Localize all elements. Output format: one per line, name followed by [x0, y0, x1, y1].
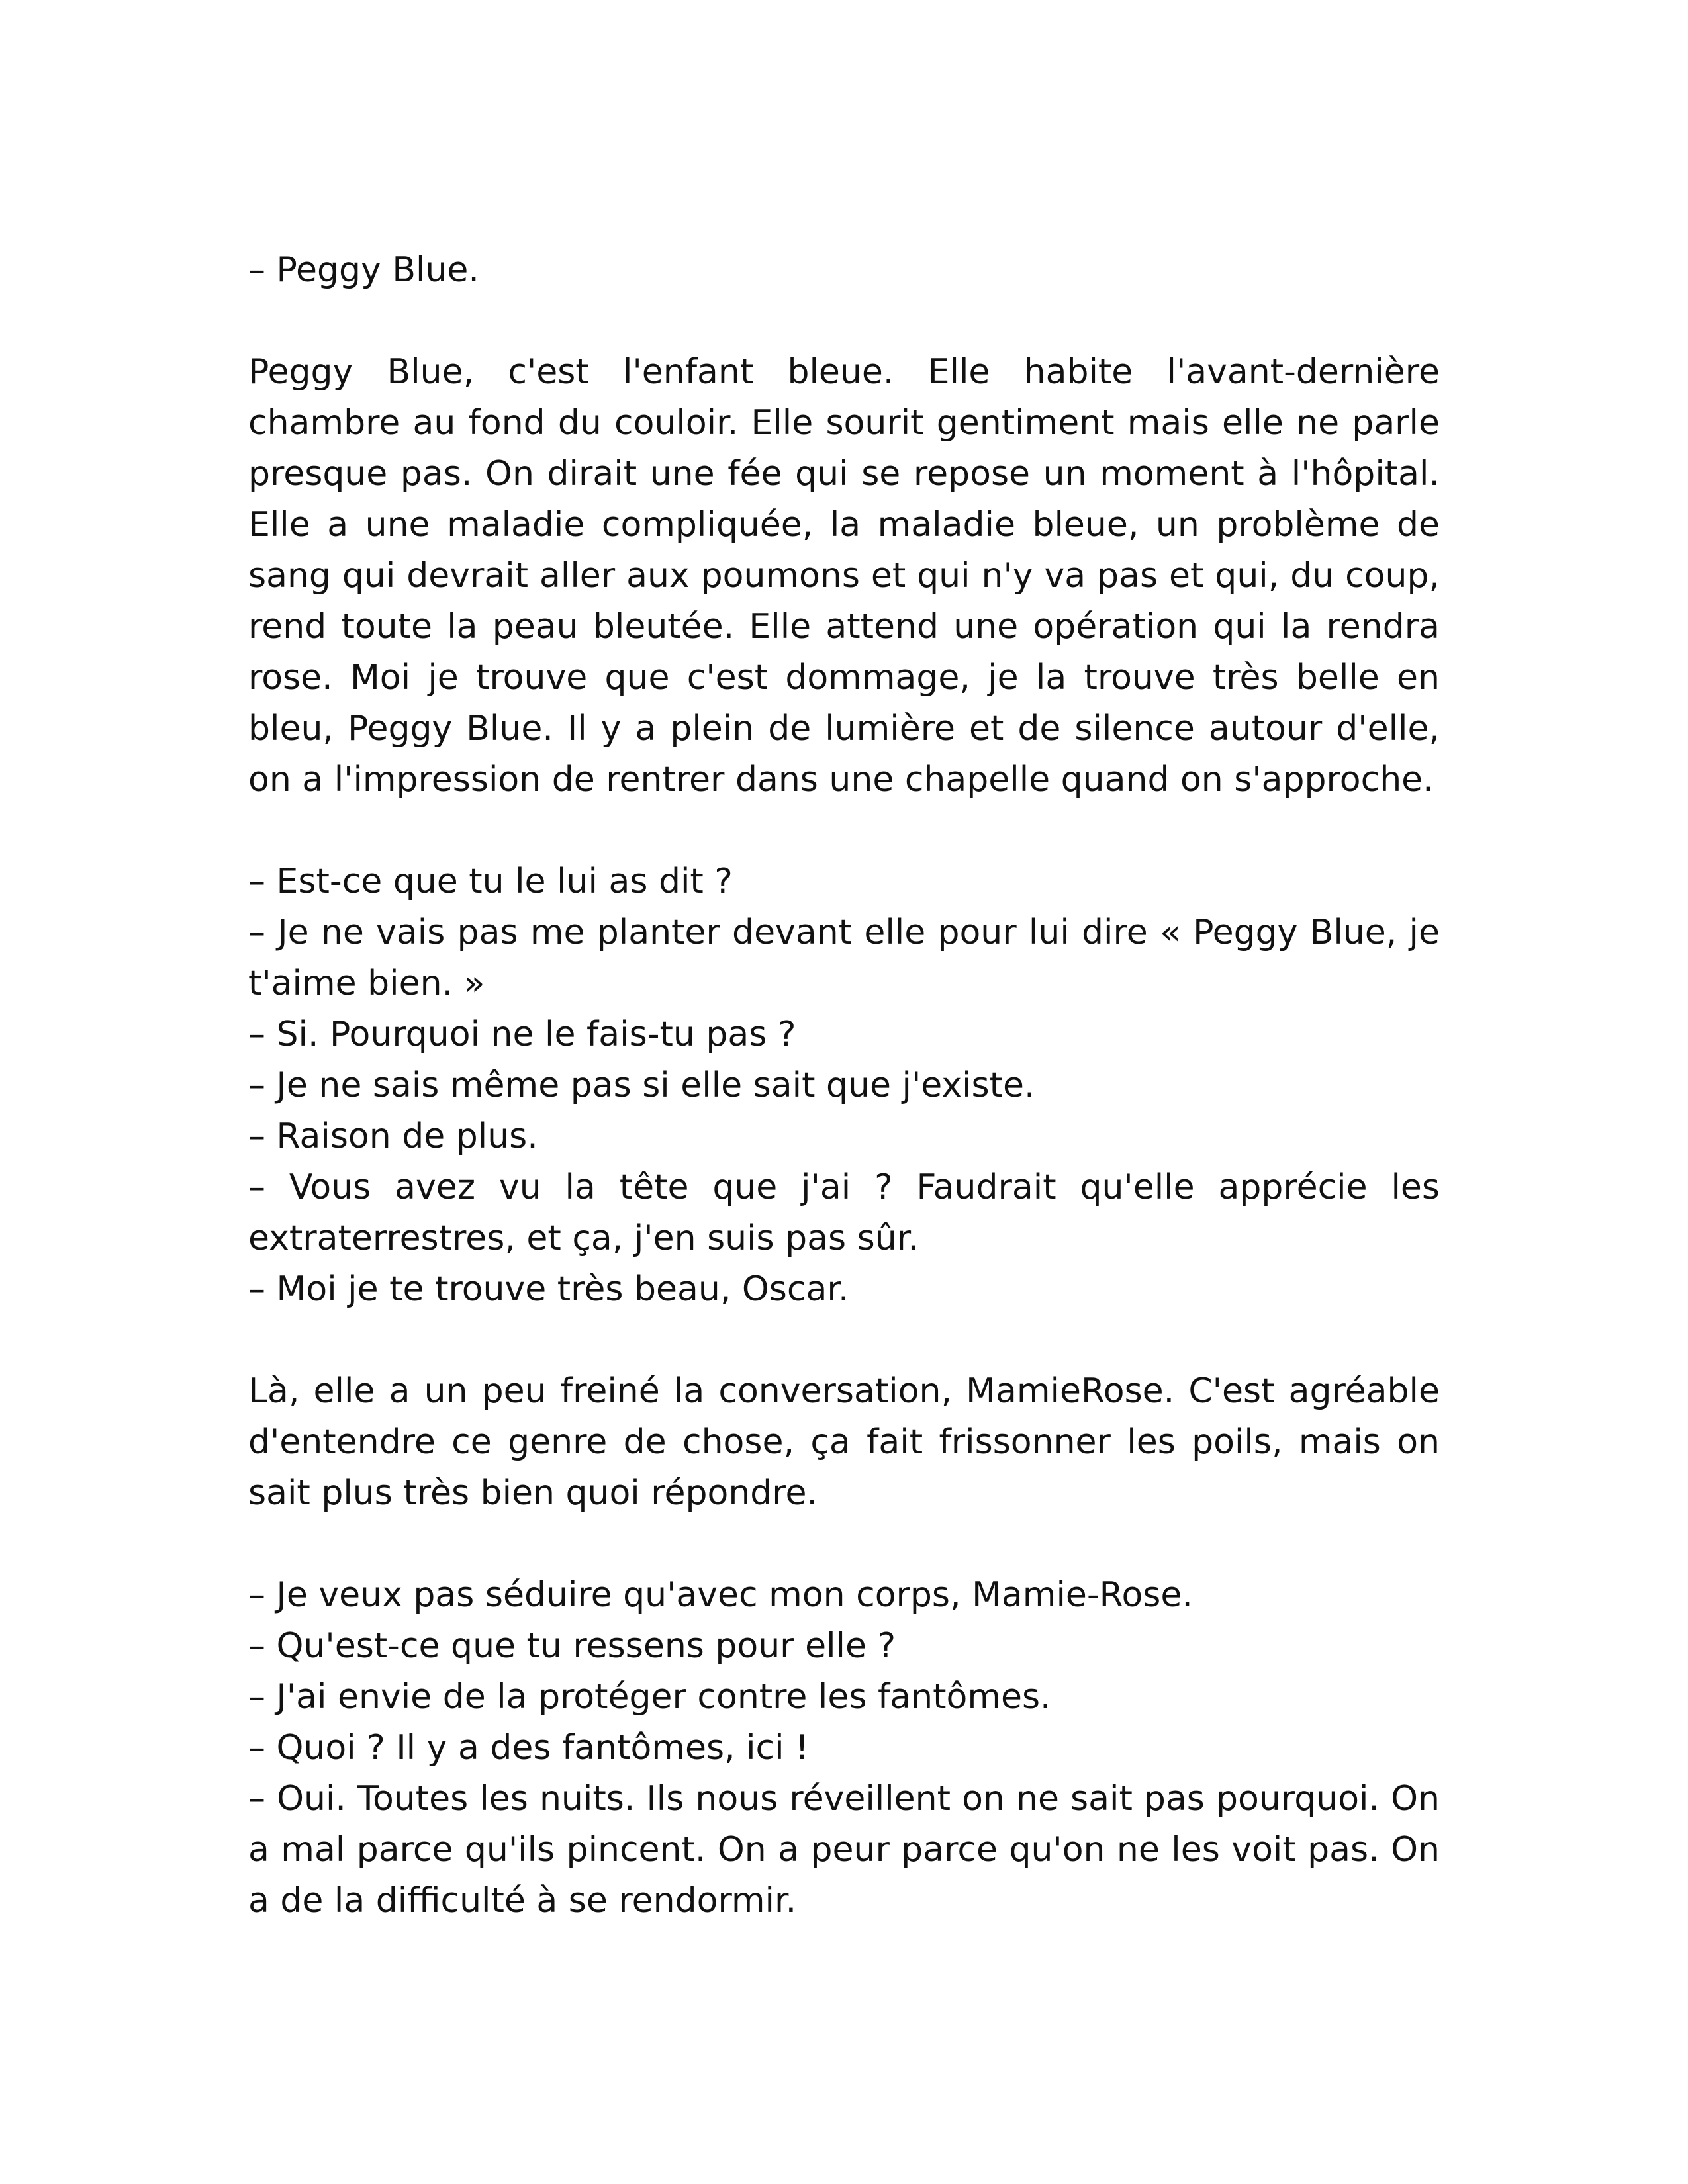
dialogue-line: – Si. Pourquoi ne le fais-tu pas ?: [248, 1015, 796, 1054]
dialogue-line: – Quoi ? Il y a des fantômes, ici !: [248, 1728, 809, 1768]
dialogue-line: – Je veux pas séduire qu'avec mon corps, Mamie-Rose.: [248, 1575, 1193, 1615]
dialogue-block: [248, 856, 1440, 1315]
narrative-paragraph: [248, 347, 1440, 805]
paragraph-text: Peggy Blue, c'est l'enfant bleue. Elle habite l'avant-dernière chambre au fond du couloir. Elle sourit gentiment mais elle ne parle presque pas. On dirait une fée qui se repose un moment à l'hôpital. Elle a une maladie compliquée, la maladie bleue, un problème de sang qui devrait aller aux poumons et qui n'y va pas et qui, du coup, rend toute la peau bleutée. Elle attend une opération qui la rendra rose. Moi je trouve que c'est dommage, je la trouve très belle en bleu, Peggy Blue. Il y a plein de lumière et de silence autour d'elle, on a l'impression de rentrer dans une chapelle quand on s'approche.: [248, 352, 1440, 799]
dialogue-block: [248, 1570, 1440, 1927]
dialogue-line: – Je ne vais pas me planter devant elle pour lui dire « Peggy Blue, je t'aime bien. »: [248, 913, 1440, 1003]
dialogue-line: – Raison de plus.: [248, 1116, 538, 1156]
dialogue-line: – Moi je te trouve très beau, Oscar.: [248, 1269, 849, 1309]
dialogue-line: – Je ne sais même pas si elle sait que j'existe.: [248, 1066, 1035, 1105]
dialogue-block: [248, 245, 1440, 296]
dialogue-line: – Peggy Blue.: [248, 250, 479, 290]
dialogue-line: – J'ai envie de la protéger contre les fantômes.: [248, 1677, 1051, 1717]
dialogue-line: – Qu'est-ce que tu ressens pour elle ?: [248, 1626, 896, 1666]
narrative-paragraph: [248, 1366, 1440, 1519]
dialogue-line: – Est-ce que tu le lui as dit ?: [248, 862, 733, 901]
document-page: [248, 245, 1440, 1927]
dialogue-line: – Oui. Toutes les nuits. Ils nous réveillent on ne sait pas pourquoi. On a mal parce qu'ils pincent. On a peur parce qu'on ne les voit pas. On a de la difficulté à se rendormir.: [248, 1779, 1440, 1921]
paragraph-text: Là, elle a un peu freiné la conversation, MamieRose. C'est agréable d'entendre ce genre de chose, ça fait frissonner les poils, mais on sait plus très bien quoi répondre.: [248, 1371, 1440, 1513]
dialogue-line: – Vous avez vu la tête que j'ai ? Faudrait qu'elle apprécie les extraterrestres, et ça, j'en suis pas sûr.: [248, 1167, 1440, 1258]
